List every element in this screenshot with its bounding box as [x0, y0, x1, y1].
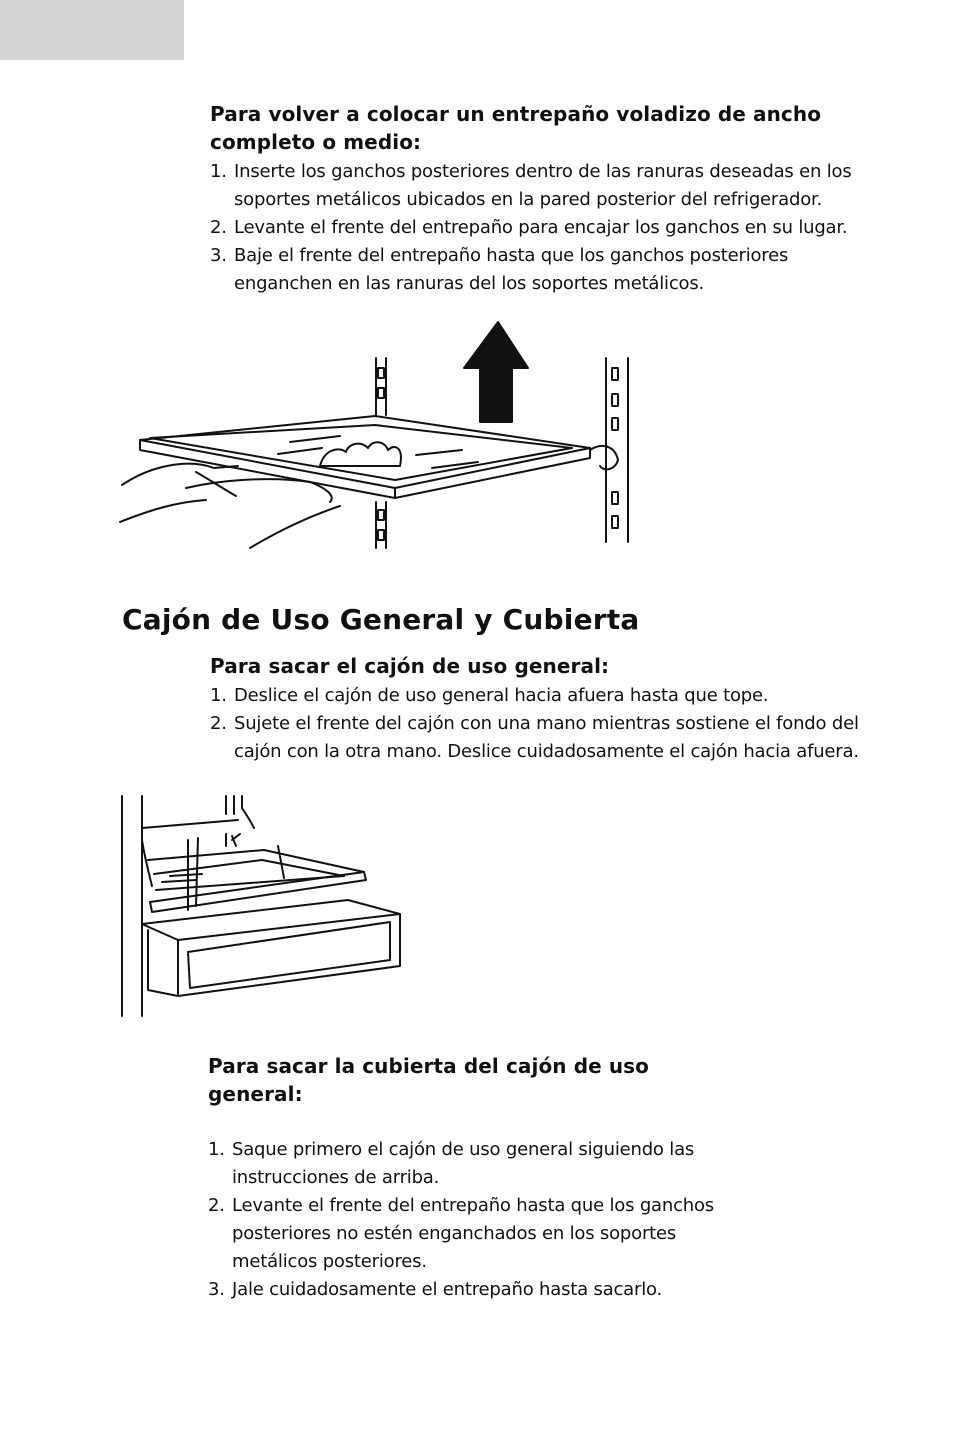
- step-text: Deslice el cajón de uso general hacia afuera hasta que tope.: [234, 685, 769, 706]
- step-number: 2.: [210, 713, 227, 734]
- cover-remove-heading: Para sacar la cubierta del cajón de uso general:: [208, 1054, 650, 1106]
- step-item: [210, 242, 860, 298]
- page-corner-tab: [0, 0, 184, 60]
- shelf-install-heading: Para volver a colocar un entrepaño voladizo de ancho completo o medio:: [210, 102, 822, 154]
- up-arrow-icon: [464, 322, 528, 422]
- step-text: Inserte los ganchos posteriores dentro de las ranuras deseadas en los soportes metálicos ubicados en la pared posterior del refrigerador.: [234, 161, 852, 210]
- step-item: [208, 1276, 728, 1304]
- cover-remove-instructions: [208, 1052, 728, 1304]
- shelf-install-instructions: [210, 100, 860, 298]
- shelf-install-steps: [210, 158, 860, 298]
- step-number: 1.: [210, 161, 227, 182]
- step-number: 3.: [210, 245, 227, 266]
- step-text: Saque primero el cajón de uso general siguiendo las instrucciones de arriba.: [232, 1139, 695, 1188]
- section-title: Cajón de Uso General y Cubierta: [122, 603, 640, 636]
- step-text: Levante el frente del entrepaño hasta que los ganchos posteriores no estén enganchados en los soportes metálicos posteriores.: [232, 1195, 714, 1272]
- step-text: Levante el frente del entrepaño para encajar los ganchos en su lugar.: [234, 217, 848, 238]
- step-number: 3.: [208, 1279, 225, 1300]
- step-item: [210, 158, 860, 214]
- step-number: 1.: [210, 685, 227, 706]
- drawer-remove-steps: [210, 682, 900, 766]
- step-number: 1.: [208, 1139, 225, 1160]
- drawer-remove-instructions: [210, 652, 900, 766]
- cover-remove-steps: [208, 1136, 728, 1304]
- step-text: Baje el frente del entrepaño hasta que los ganchos posteriores enganchen en las ranuras del los soportes metálicos.: [234, 245, 789, 294]
- step-item: [210, 710, 900, 766]
- drawer-illustration: [118, 790, 408, 1020]
- step-text: Sujete el frente del cajón con una mano mientras sostiene el fondo del cajón con la otra mano. Deslice cuidadosamente el cajón hacia afuera.: [234, 713, 859, 762]
- drawer-remove-heading: Para sacar el cajón de uso general:: [210, 654, 610, 678]
- step-item: [210, 682, 900, 710]
- step-item: [208, 1192, 728, 1276]
- step-text: Jale cuidadosamente el entrepaño hasta sacarlo.: [232, 1279, 663, 1300]
- step-number: 2.: [208, 1195, 225, 1216]
- step-number: 2.: [210, 217, 227, 238]
- shelf-install-illustration: [110, 320, 650, 550]
- step-item: [210, 214, 860, 242]
- step-item: [208, 1136, 728, 1192]
